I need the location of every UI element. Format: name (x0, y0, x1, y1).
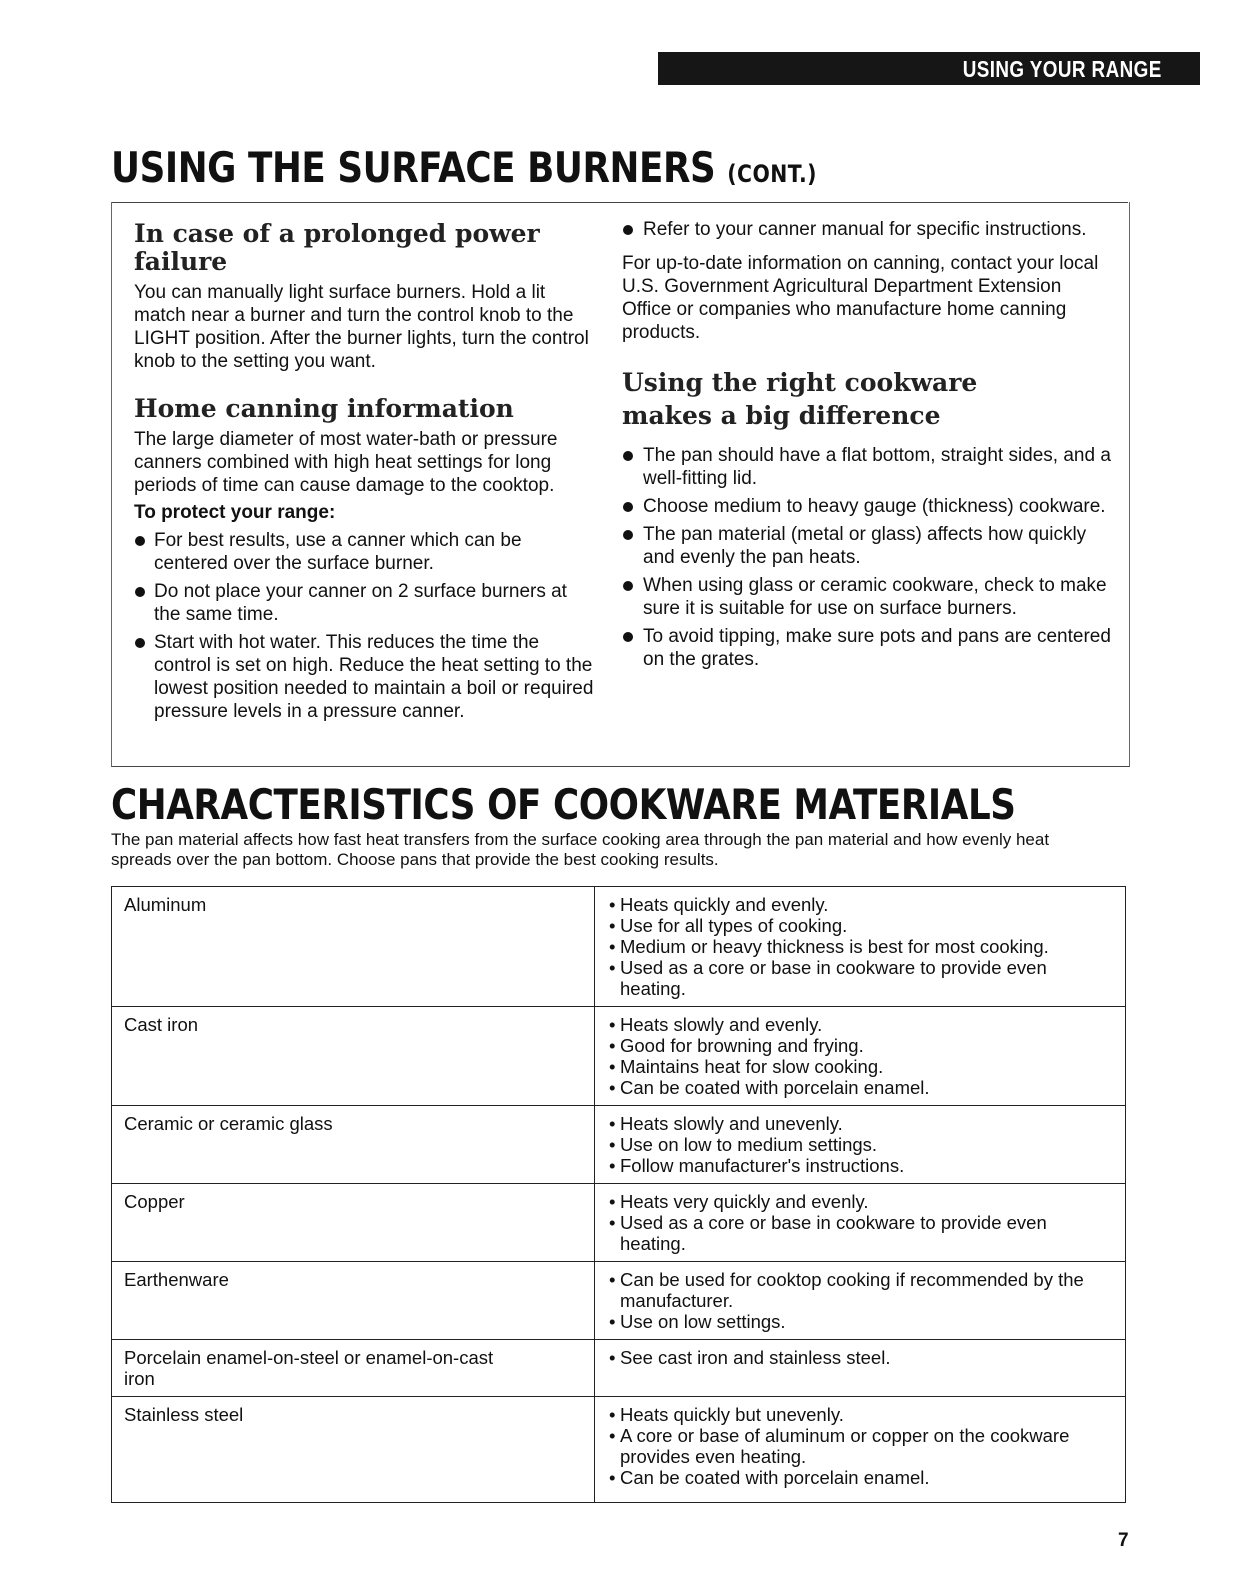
material-properties (595, 1397, 1126, 1503)
title-suffix: (CONT.) (727, 160, 817, 188)
canning-bullet-list (134, 529, 594, 723)
material-properties (595, 1106, 1126, 1184)
material-name: Cast iron (112, 1007, 595, 1106)
surface-burners-box (111, 202, 1130, 767)
material-property: • Can be coated with porcelain enamel. (609, 1467, 1113, 1488)
page-title-cookware-materials: CHARACTERISTICS OF COOKWARE MATERIALS (111, 780, 1016, 829)
material-name: Porcelain enamel-on-steel or enamel-on-cast iron (112, 1340, 595, 1397)
cookware-heading: Using the right cookware makes a big difference (622, 368, 978, 430)
table-row (112, 1262, 1126, 1340)
cookware-materials-intro: The pan material affects how fast heat transfers from the surface cooking area through the pan material and how evenly heat spreads over the pan bottom. Choose pans that provide the best cooking results. (111, 830, 1050, 869)
material-property: • A core or base of aluminum or copper on the cookware provides even heating. (609, 1425, 1113, 1467)
cookware-bullet-list (622, 444, 1112, 671)
table-row (112, 1007, 1126, 1106)
material-property: • Heats very quickly and evenly. (609, 1191, 1113, 1212)
material-property: • Follow manufacturer's instructions. (609, 1155, 1113, 1176)
material-property: • Can be used for cooktop cooking if recommended by the manufacturer. (609, 1269, 1113, 1311)
material-properties (595, 1184, 1126, 1262)
material-name: Copper (112, 1184, 595, 1262)
material-property: • Heats quickly but unevenly. (609, 1404, 1113, 1425)
canning-text: The large diameter of most water-bath or pressure canners combined with high heat settings for long periods of time can cause damage to the cooktop. (134, 428, 558, 496)
material-properties (595, 1340, 1126, 1397)
page-title-surface-burners (111, 143, 817, 192)
material-property: • Use on low settings. (609, 1311, 1113, 1332)
table-row (112, 1340, 1126, 1397)
material-properties (595, 1007, 1126, 1106)
power-failure-heading: In case of a prolonged power failure (134, 219, 540, 276)
table-row (112, 1397, 1126, 1503)
table-row (112, 1106, 1126, 1184)
list-item: To avoid tipping, make sure pots and pans are centered on the grates. (622, 625, 1112, 671)
material-property: • Use on low to medium settings. (609, 1134, 1113, 1155)
material-property: • Heats slowly and evenly. (609, 1014, 1113, 1035)
material-property: • Use for all types of cooking. (609, 915, 1113, 936)
material-name: Stainless steel (112, 1397, 595, 1503)
list-item: Choose medium to heavy gauge (thickness) cookware. (622, 495, 1112, 518)
section-header-label: USING YOUR RANGE (962, 56, 1162, 82)
section-header-bar (658, 52, 1200, 85)
material-property: • Medium or heavy thickness is best for most cooking. (609, 936, 1113, 957)
canning-heading: Home canning information (134, 394, 514, 423)
title-text: USING THE SURFACE BURNERS (111, 143, 716, 192)
material-property: • Good for browning and frying. (609, 1035, 1113, 1056)
material-property: • Heats quickly and evenly. (609, 894, 1113, 915)
canning-bullet-list-continued (622, 218, 1112, 241)
list-item: The pan material (metal or glass) affects how quickly and evenly the pan heats. (622, 523, 1112, 569)
power-failure-text: You can manually light surface burners. Hold a lit match near a burner and turn the control knob to the LIGHT position. After the burner lights, turn the control knob to the setting you want. (134, 282, 589, 372)
list-item: When using glass or ceramic cookware, check to make sure it is suitable for use on surface burners. (622, 574, 1112, 620)
left-column (134, 202, 594, 728)
list-item: Do not place your canner on 2 surface burners at the same time. (134, 580, 594, 626)
material-property: • Can be coated with porcelain enamel. (609, 1077, 1113, 1098)
list-item: For best results, use a canner which can be centered over the surface burner. (134, 529, 594, 575)
list-item: Start with hot water. This reduces the time the control is set on high. Reduce the heat setting to the lowest position needed to maintain a boil or required pressure levels in a pressure canner. (134, 631, 594, 723)
list-item: The pan should have a flat bottom, straight sides, and a well-fitting lid. (622, 444, 1112, 490)
material-property: • Used as a core or base in cookware to provide even heating. (609, 957, 1113, 999)
table-row (112, 887, 1126, 1007)
material-property: • Used as a core or base in cookware to provide even heating. (609, 1212, 1113, 1254)
table-row (112, 1184, 1126, 1262)
material-properties (595, 887, 1126, 1007)
canning-info-text: For up-to-date information on canning, contact your local U.S. Government Agricultural Department Extension Office or companies who manufacture home canning products. (622, 253, 1099, 343)
material-name: Aluminum (112, 887, 595, 1007)
material-name: Ceramic or ceramic glass (112, 1106, 595, 1184)
table-body (112, 887, 1126, 1503)
material-property: • Maintains heat for slow cooking. (609, 1056, 1113, 1077)
cookware-materials-table (111, 886, 1126, 1503)
material-property: • Heats slowly and unevenly. (609, 1113, 1113, 1134)
material-property: • See cast iron and stainless steel. (609, 1347, 1113, 1368)
material-properties (595, 1262, 1126, 1340)
protect-range-label: To protect your range: (134, 501, 336, 523)
page-number: 7 (1118, 1530, 1129, 1551)
list-item: Refer to your canner manual for specific instructions. (622, 218, 1112, 241)
material-name: Earthenware (112, 1262, 595, 1340)
right-column (622, 202, 1112, 676)
